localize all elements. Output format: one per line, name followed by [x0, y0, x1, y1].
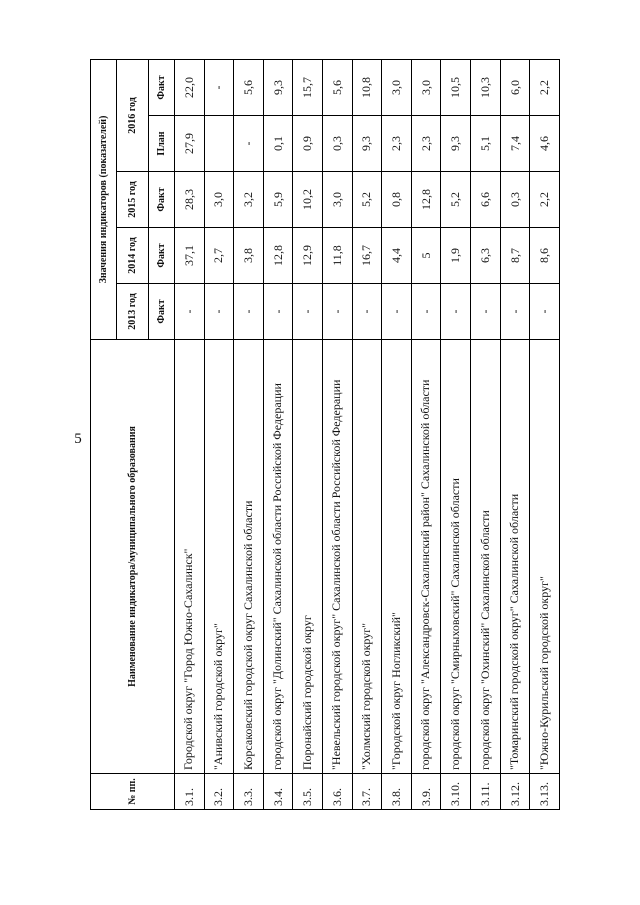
value-fakt-2014: 12,8 — [263, 228, 293, 284]
table-row — [323, 59, 353, 809]
municipality-name: городской округ "Александровск-Сахалинский район" Сахалинской области — [411, 340, 441, 774]
header-year-2016: 2016 год — [117, 59, 149, 171]
municipality-name: Корсаковский городской округ Сахалинской области — [234, 340, 264, 774]
municipality-name: "Томаринский городской округ" Сахалинской области — [500, 340, 530, 774]
value-fakt-2013: - — [263, 284, 293, 340]
table-row — [411, 59, 441, 809]
value-fakt-2013: - — [382, 284, 412, 340]
value-fakt-2016: 6,0 — [500, 59, 530, 115]
value-fakt-2014: 6,3 — [471, 228, 501, 284]
header-plan-2016: План — [149, 116, 175, 172]
page-number: 5 — [74, 431, 82, 447]
value-fakt-2016: 10,8 — [352, 59, 382, 115]
row-number: 3.8. — [382, 774, 412, 810]
municipality-name: городской округ "Смирныховский" Сахалинской области — [441, 340, 471, 774]
value-plan-2016: 0,1 — [263, 116, 293, 172]
value-fakt-2015: 5,2 — [441, 172, 471, 228]
value-fakt-2013: - — [471, 284, 501, 340]
value-fakt-2014: 3,8 — [234, 228, 264, 284]
row-number: 3.3. — [234, 774, 264, 810]
table-row — [204, 59, 234, 809]
value-fakt-2014: 16,7 — [352, 228, 382, 284]
value-fakt-2016: 5,6 — [234, 59, 264, 115]
municipality-name: городской округ "Долинский" Сахалинской области Российской Федерации — [263, 340, 293, 774]
table-row — [293, 59, 323, 809]
municipality-name: "Холмский городской округ" — [352, 340, 382, 774]
row-number: 3.4. — [263, 774, 293, 810]
header-year-2015: 2015 год — [117, 172, 149, 228]
value-fakt-2013: - — [293, 284, 323, 340]
value-fakt-2014: 1,9 — [441, 228, 471, 284]
value-fakt-2013: - — [500, 284, 530, 340]
value-fakt-2015: 0,3 — [500, 172, 530, 228]
value-fakt-2016: 15,7 — [293, 59, 323, 115]
rotated-table-container — [90, 60, 560, 810]
row-number: 3.13. — [530, 774, 560, 810]
value-fakt-2013: - — [175, 284, 205, 340]
value-plan-2016: 9,3 — [441, 116, 471, 172]
municipality-name: "Невельский городской округ" Сахалинской области Российской Федерации — [323, 340, 353, 774]
municipality-name: Поронайский городской округ — [293, 340, 323, 774]
value-fakt-2016: 3,0 — [382, 59, 412, 115]
value-plan-2016: 5,1 — [471, 116, 501, 172]
value-fakt-2013: - — [530, 284, 560, 340]
header-fakt-2015: Факт — [149, 172, 175, 228]
value-fakt-2014: 12,9 — [293, 228, 323, 284]
value-fakt-2013: - — [441, 284, 471, 340]
header-year-2014: 2014 год — [117, 228, 149, 284]
value-plan-2016: 27,9 — [175, 116, 205, 172]
row-number: 3.11. — [471, 774, 501, 810]
value-fakt-2016: 10,5 — [441, 59, 471, 115]
value-plan-2016: 0,9 — [293, 116, 323, 172]
municipality-name: "Городской округ Ногликский" — [382, 340, 412, 774]
header-year-2013: 2013 год — [117, 284, 149, 340]
value-fakt-2014: 4,4 — [382, 228, 412, 284]
municipality-name: Городской округ "Город Южно-Сахалинск" — [175, 340, 205, 774]
value-plan-2016: 2,3 — [411, 116, 441, 172]
value-fakt-2015: 3,2 — [234, 172, 264, 228]
value-fakt-2015: 3,0 — [323, 172, 353, 228]
value-fakt-2015: 3,0 — [204, 172, 234, 228]
value-fakt-2015: 28,3 — [175, 172, 205, 228]
value-plan-2016: 2,3 — [382, 116, 412, 172]
header-fakt-2014: Факт — [149, 228, 175, 284]
value-fakt-2013: - — [323, 284, 353, 340]
header-indicator-values: Значения индикаторов (показателей) — [91, 59, 117, 339]
value-plan-2016: 9,3 — [352, 116, 382, 172]
value-fakt-2015: 5,9 — [263, 172, 293, 228]
row-number: 3.2. — [204, 774, 234, 810]
table-row — [471, 59, 501, 809]
row-number: 3.6. — [323, 774, 353, 810]
value-fakt-2013: - — [352, 284, 382, 340]
table-row — [382, 59, 412, 809]
value-fakt-2015: 2,2 — [530, 172, 560, 228]
table-row — [263, 59, 293, 809]
value-fakt-2016: 10,3 — [471, 59, 501, 115]
value-fakt-2014: 8,7 — [500, 228, 530, 284]
value-fakt-2013: - — [411, 284, 441, 340]
row-number: 3.12. — [500, 774, 530, 810]
value-fakt-2015: 12,8 — [411, 172, 441, 228]
value-fakt-2013: - — [204, 284, 234, 340]
table-row — [530, 59, 560, 809]
value-fakt-2016: 5,6 — [323, 59, 353, 115]
table-row — [234, 59, 264, 809]
indicators-table — [90, 59, 560, 810]
municipality-name: "Южно-Курильский городской округ" — [530, 340, 560, 774]
header-fakt-2016: Факт — [149, 59, 175, 115]
value-plan-2016: 7,4 — [500, 116, 530, 172]
table-row — [441, 59, 471, 809]
value-fakt-2014: 11,8 — [323, 228, 353, 284]
row-number: 3.10. — [441, 774, 471, 810]
value-fakt-2015: 0,8 — [382, 172, 412, 228]
value-plan-2016 — [204, 116, 234, 172]
row-number: 3.1. — [175, 774, 205, 810]
row-number: 3.9. — [411, 774, 441, 810]
row-number: 3.7. — [352, 774, 382, 810]
value-fakt-2016: 2,2 — [530, 59, 560, 115]
value-fakt-2014: 37,1 — [175, 228, 205, 284]
table-row — [352, 59, 382, 809]
table-row — [175, 59, 205, 809]
value-fakt-2015: 6,6 — [471, 172, 501, 228]
value-fakt-2016: 3,0 — [411, 59, 441, 115]
table-row — [500, 59, 530, 809]
header-name: Наименование индикатора/муниципального образования — [91, 340, 175, 774]
value-fakt-2015: 5,2 — [352, 172, 382, 228]
value-fakt-2014: 8,6 — [530, 228, 560, 284]
value-plan-2016: - — [234, 116, 264, 172]
value-plan-2016: 0,3 — [323, 116, 353, 172]
header-num: № пп. — [91, 774, 175, 810]
municipality-name: "Анивский городской округ" — [204, 340, 234, 774]
value-fakt-2014: 5 — [411, 228, 441, 284]
value-fakt-2015: 10,2 — [293, 172, 323, 228]
value-fakt-2016: - — [204, 59, 234, 115]
row-number: 3.5. — [293, 774, 323, 810]
value-fakt-2016: 22,0 — [175, 59, 205, 115]
municipality-name: городской округ "Охинский" Сахалинской области — [471, 340, 501, 774]
value-fakt-2016: 9,3 — [263, 59, 293, 115]
value-fakt-2014: 2,7 — [204, 228, 234, 284]
value-plan-2016: 4,6 — [530, 116, 560, 172]
header-fakt-2013: Факт — [149, 284, 175, 340]
value-fakt-2013: - — [234, 284, 264, 340]
